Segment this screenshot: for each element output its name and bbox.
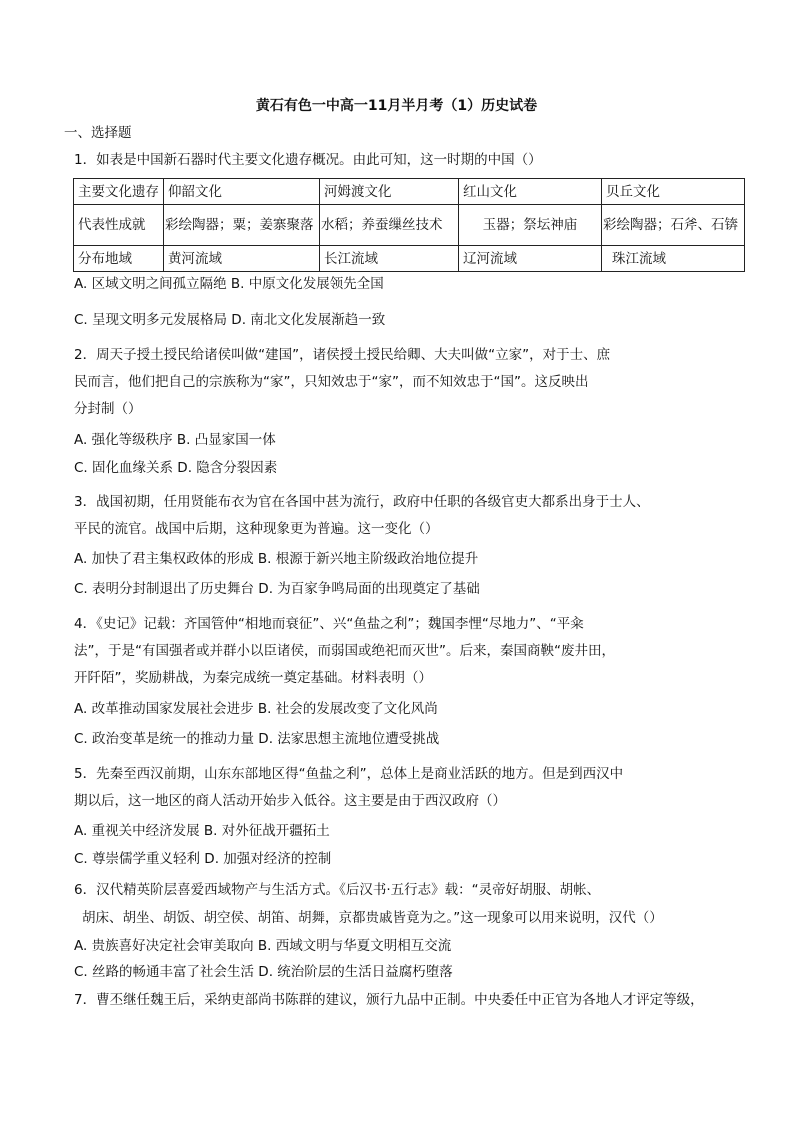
question-4-stem-line-3: 开阡陌”，奖励耕战，为秦完成统一奠定基础。材料表明（） — [74, 670, 432, 686]
question-7-stem-line-1: 7．曹丕继任魏王后，采纳吏部尚书陈群的建议，颁行九品中正制。中央委任中正官为各地人才评定等级， — [74, 992, 704, 1008]
question-2-stem-line-2: 民而言，他们把自己的宗族称为“家”，只知效忠于“家”，而不知效忠于“国”。这反映出 — [74, 374, 589, 390]
table-row — [74, 179, 745, 205]
exam-title: 黄石有色一中高一11月半月考（1）历史试卷 — [255, 98, 538, 114]
question-5-options-ab: A. 重视关中经济发展 B. 对外征战开疆拓土 — [74, 823, 330, 839]
question-1-options-ab: A. 区域文明之间孤立隔绝 B. 中原文化发展领先全国 — [74, 276, 384, 292]
question-3-stem-line-2: 平民的流官。战国中后期，这种现象更为普遍。这一变化（） — [74, 521, 439, 537]
question-5-stem-line-1: 5．先秦至西汉前期，山东东部地区得“鱼盐之利”，总体上是商业活跃的地方。但是到西汉中 — [74, 766, 624, 782]
question-1-options-cd: C. 呈现文明多元发展格局 D. 南北文化发展渐趋一致 — [74, 312, 386, 328]
question-2-stem-line-1: 2．周天子授土授民给诸侯叫做“建国”，诸侯授土授民给卿、大夫叫做“立家”，对于士、庶 — [74, 347, 611, 363]
table-cell: 辽河流域 — [459, 246, 602, 272]
question-5-options-cd: C. 尊崇儒学重义轻利 D. 加强对经济的控制 — [74, 851, 332, 867]
section-heading: 一、选择题 — [64, 125, 132, 141]
question-6-options-ab: A. 贵族喜好决定社会审美取向 B. 西域文明与华夏文明相互交流 — [74, 938, 452, 954]
question-5-stem-line-2: 期以后，这一地区的商人活动开始步入低谷。这主要是由于西汉政府（） — [74, 793, 506, 809]
question-3-options-cd: C. 表明分封制退出了历史舞台 D. 为百家争鸣局面的出现奠定了基础 — [74, 581, 480, 597]
question-3-stem-line-1: 3．战国初期，任用贤能布衣为官在各国中甚为流行，政府中任职的各级官吏大都系出身于士人、 — [74, 494, 650, 510]
question-4-options-ab: A. 改革推动国家发展社会进步 B. 社会的发展改变了文化风尚 — [74, 701, 438, 717]
table-cell: 黄河流域 — [164, 246, 320, 272]
table-cell: 水稻；养蚕缫丝技术 — [320, 205, 459, 246]
table-cell: 代表性成就 — [74, 205, 164, 246]
question-2-options-cd: C. 固化血缘关系 D. 隐含分裂因素 — [74, 460, 278, 476]
table-cell: 珠江流域 — [602, 246, 745, 272]
question-6-stem-line-2: 胡床、胡坐、胡饭、胡空侯、胡笛、胡舞，京都贵戚皆竟为之。”这一现象可以用来说明，汉代（） — [82, 910, 663, 926]
question-4-stem-line-1: 4．《史记》记载：齐国管仲“相地而衰征”、兴“鱼盐之利”；魏国李悝“尽地力”、“平籴 — [74, 616, 584, 632]
culture-table — [73, 178, 745, 272]
table-cell: 红山文化 — [459, 179, 602, 205]
question-2-stem-line-3: 分封制（） — [74, 401, 142, 417]
table-row — [74, 246, 745, 272]
table-cell: 主要文化遗存 — [74, 179, 164, 205]
question-1-stem: 1．如表是中国新石器时代主要文化遗存概况。由此可知，这一时期的中国（） — [74, 152, 542, 168]
question-4-options-cd: C. 政治变革是统一的推动力量 D. 法家思想主流地位遭受挑战 — [74, 731, 440, 747]
table-cell: 彩绘陶器；粟；姜寨聚落 — [164, 205, 320, 246]
question-6-stem-line-1: 6．汉代精英阶层喜爱西域物产与生活方式。《后汉书·五行志》载：“灵帝好胡服、胡帐、 — [74, 882, 601, 898]
table-cell: 分布地域 — [74, 246, 164, 272]
table-cell: 河姆渡文化 — [320, 179, 459, 205]
question-3-options-ab: A. 加快了君主集权政体的形成 B. 根源于新兴地主阶级政治地位提升 — [74, 551, 479, 567]
table-row — [74, 205, 745, 246]
table-cell: 贝丘文化 — [602, 179, 745, 205]
table-cell: 彩绘陶器；石斧、石锛 — [602, 205, 745, 246]
question-4-stem-line-2: 法”，于是“有国强者或并群小以臣诸侯，而弱国或绝祀而灭世”。后来，秦国商鞅“废井田， — [74, 643, 615, 659]
table-cell: 仰韶文化 — [164, 179, 320, 205]
question-2-options-ab: A. 强化等级秩序 B. 凸显家国一体 — [74, 432, 276, 448]
table-cell: 玉器；祭坛神庙 — [459, 205, 602, 246]
question-6-options-cd: C. 丝路的畅通丰富了社会生活 D. 统治阶层的生活日益腐朽堕落 — [74, 964, 453, 980]
table-cell: 长江流域 — [320, 246, 459, 272]
